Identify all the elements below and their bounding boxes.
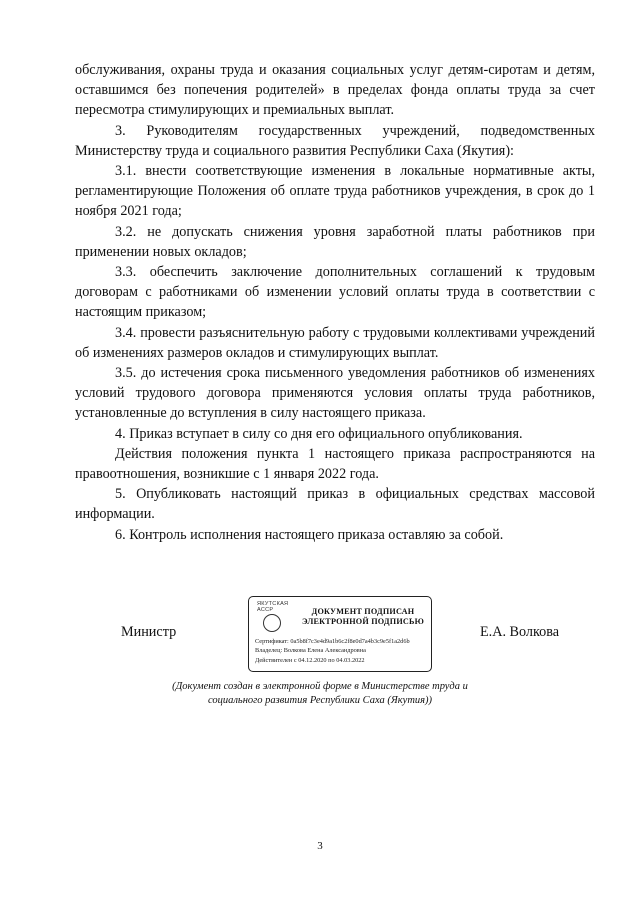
- paragraph: 3.5. до истечения срока письменного уведомления работников об изменениях условий трудового договора применяются условия оплаты труда работников, установленные до вступления в силу настоящего приказа.: [75, 365, 595, 422]
- paragraph: 6. Контроль исполнения настоящего приказа оставляю за собой.: [115, 526, 504, 543]
- signer-name: Е.А. Волкова: [480, 624, 560, 640]
- stamp-certificate: Сертификат: 0a5b8f7c3e4d9a1b6c2f8e0d7a4b3c9e5f1a2d6b: [255, 638, 410, 645]
- stamp-validity: Действителен с 04.12.2020 по 04.03.2022: [255, 656, 365, 664]
- paragraph: 3. Руководителям государственных учреждений, подведомственных Министерству труда и социального развития Республики Саха (Якутия):: [75, 122, 595, 159]
- electronic-document-note: (Документ создан в электронной форме в Министерстве труда и социального развития Республики Саха (Якутия)): [172, 681, 468, 706]
- stamp-title-line: ЭЛЕКТРОННОЙ ПОДПИСЬЮ: [301, 617, 425, 626]
- paragraph: 3.3. обеспечить заключение дополнительных соглашений к трудовым договорам с работниками об изменении условий оплаты труда в соответствии с настоящим приказом;: [75, 264, 595, 321]
- paragraph: обслуживания, охраны труда и оказания социальных услуг детям-сиротам и детям, оставшимся без попечения родителей» в пределах фонда оплаты труда за счет пересмотра стимулирующих и премиальных выплат.: [75, 62, 595, 119]
- paragraph: 3.2. не допускать снижения уровня заработной платы работников при применении новых окладов;: [75, 223, 595, 260]
- paragraph: Действия положения пункта 1 настоящего приказа распространяются на правоотношения, возникшие с 1 января 2022 года.: [75, 445, 595, 483]
- signature-block: [0, 596, 640, 676]
- electronic-signature-stamp: [248, 596, 432, 672]
- signer-position: Министр: [121, 624, 177, 640]
- paragraph: 5. Опубликовать настоящий приказ в официальных средствах массовой информации.: [75, 486, 595, 523]
- emblem-icon: [257, 601, 293, 635]
- emblem-text: ЯКУТСКАЯ АССР: [257, 601, 289, 613]
- paragraph: 3.1. внести соответствующие изменения в локальные нормативные акты, регламентирующие Положения об оплате труда работников учреждения, в срок до 1 ноября 2021 года;: [75, 163, 595, 220]
- stamp-title-line: ДОКУМЕНТ ПОДПИСАН: [311, 607, 415, 616]
- stamp-title: [297, 607, 429, 627]
- document-body: [75, 60, 595, 545]
- stamp-owner: Владелец: Волкова Елена Александровна: [255, 647, 366, 655]
- stamp-details: [255, 637, 431, 665]
- page-number: 3: [317, 840, 323, 852]
- paragraph: 4. Приказ вступает в силу со дня его официального опубликования.: [115, 425, 523, 442]
- paragraph: 3.4. провести разъяснительную работу с трудовыми коллективами учреждений об изменениях размеров окладов и стимулирующих выплат.: [75, 324, 595, 361]
